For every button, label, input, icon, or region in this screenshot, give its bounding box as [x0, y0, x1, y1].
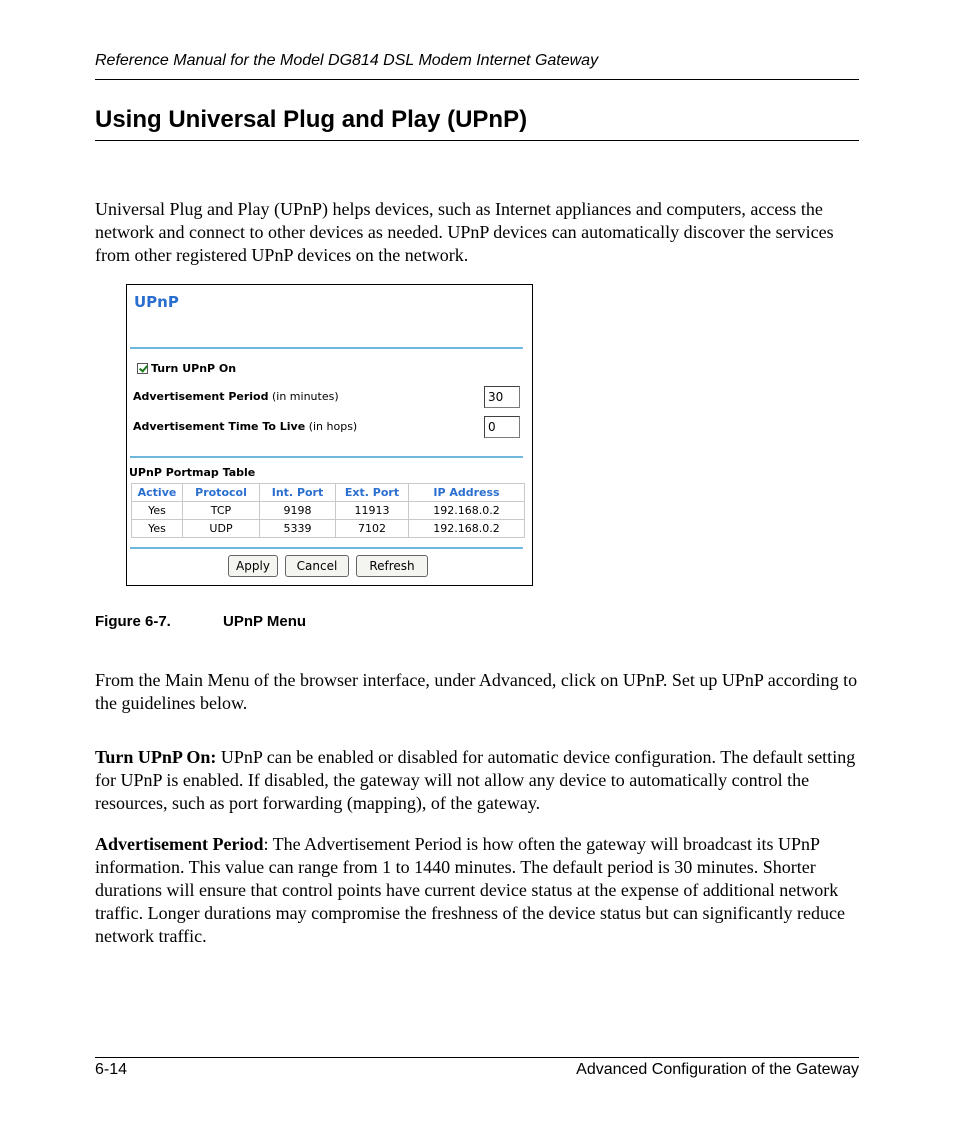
- running-header: Reference Manual for the Model DG814 DSL Modem Internet Gateway: [95, 52, 599, 69]
- term: Advertisement Period: [95, 834, 264, 854]
- apply-button[interactable]: Apply: [228, 555, 278, 577]
- intro-paragraph: Universal Plug and Play (UPnP) helps devices, such as Internet appliances and computers, access the network and connect to other devices as needed. UPnP devices can automatically discover the services from other registered UPnP devices on the network.: [95, 199, 834, 265]
- table-header-row: [132, 484, 525, 502]
- turn-upnp-on-paragraph: Turn UPnP On: UPnP can be enabled or disabled for automatic device configuration. The default setting for UPnP is enabled. If disabled, the gateway will not allow any device to automatically control the resources, such as port forwarding (mapping), of the gateway.: [95, 747, 856, 813]
- manual-page: [95, 0, 859, 1145]
- column-header: Active: [132, 484, 183, 502]
- table-row: [132, 502, 525, 520]
- adv-period-label: Advertisement Period (in minutes): [133, 390, 339, 403]
- table-cell: 9198: [260, 502, 336, 520]
- portmap-table-title: UPnP Portmap Table: [129, 466, 256, 479]
- table-cell: Yes: [132, 520, 183, 538]
- advertisement-period-paragraph: Advertisement Period: The Advertisement Period is how often the gateway will broadcast its UPnP information. This value can range from 1 to 1440 minutes. The default period is 30 minutes. Shorter durations will ensure that control points have current device status at the expense of additional network traffic. Longer durations may compromise the freshness of the device status but can significantly reduce network traffic.: [95, 834, 845, 946]
- table-cell: TCP: [183, 502, 260, 520]
- figure-number: Figure 6-7.: [95, 613, 171, 630]
- footer-rule: [95, 1057, 859, 1058]
- header-rule: [95, 79, 859, 80]
- divider: [130, 547, 523, 549]
- column-header: Int. Port: [260, 484, 336, 502]
- table-row: [132, 520, 525, 538]
- section-rule: [95, 140, 859, 141]
- figure-caption: [95, 612, 306, 632]
- figure-caption-text: UPnP Menu: [223, 613, 307, 630]
- cancel-button[interactable]: Cancel: [285, 555, 349, 577]
- turn-upnp-on-label: Turn UPnP On: [151, 362, 237, 375]
- upnp-screenshot: [126, 284, 533, 586]
- section-title: Using Universal Plug and Play (UPnP): [95, 106, 528, 133]
- upnp-page-title: UPnP: [134, 293, 179, 311]
- table-cell: 7102: [336, 520, 409, 538]
- main-menu-paragraph: From the Main Menu of the browser interface, under Advanced, click on UPnP. Set up UPnP according to the guidelines below.: [95, 670, 858, 713]
- ttl-input[interactable]: 0: [484, 416, 520, 438]
- table-cell: 192.168.0.2: [409, 502, 525, 520]
- column-header: Protocol: [183, 484, 260, 502]
- ttl-label: Advertisement Time To Live (in hops): [133, 420, 358, 433]
- term: Turn UPnP On:: [95, 747, 217, 767]
- turn-upnp-on-row: [137, 362, 236, 375]
- adv-period-input[interactable]: 30: [484, 386, 520, 408]
- table-cell: Yes: [132, 502, 183, 520]
- page-number: 6-14: [95, 1061, 128, 1078]
- table-cell: 11913: [336, 502, 409, 520]
- refresh-button[interactable]: Refresh: [356, 555, 428, 577]
- table-cell: 5339: [260, 520, 336, 538]
- portmap-table: [131, 483, 525, 538]
- column-header: Ext. Port: [336, 484, 409, 502]
- turn-upnp-on-checkbox[interactable]: [137, 363, 148, 374]
- footer-chapter: Advanced Configuration of the Gateway: [576, 1061, 859, 1078]
- divider: [130, 347, 523, 349]
- table-cell: 192.168.0.2: [409, 520, 525, 538]
- divider: [130, 456, 523, 458]
- column-header: IP Address: [409, 484, 525, 502]
- table-cell: UDP: [183, 520, 260, 538]
